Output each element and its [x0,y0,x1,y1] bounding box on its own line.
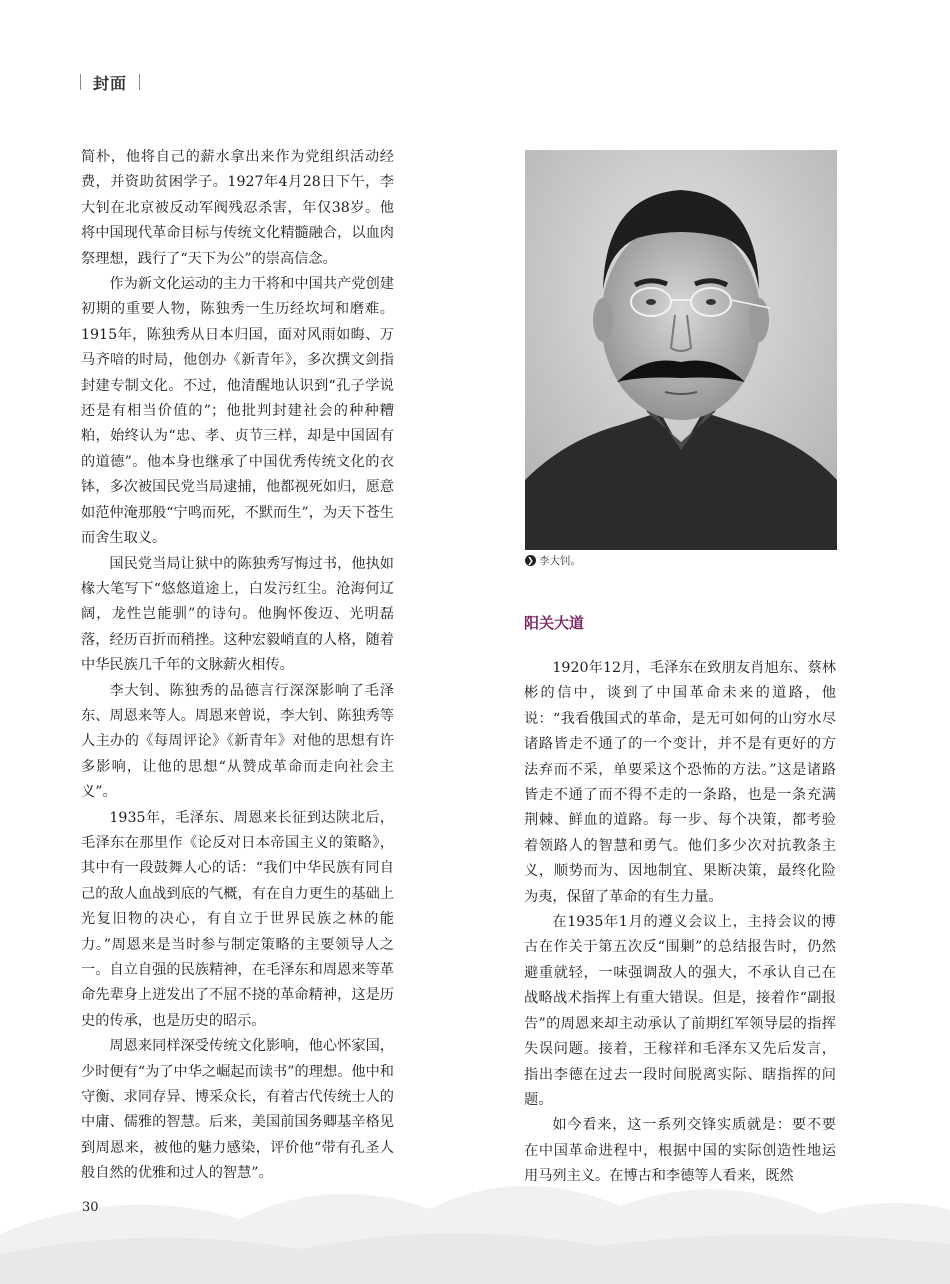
page-number: 30 [82,1200,99,1215]
photo-caption [525,553,581,568]
chevron-right-icon: ❯ [525,555,536,566]
running-header [80,70,140,94]
body-paragraph: 如今看来，这一系列交锋实质就是：要不要在中国革命进程中，根据中国的实际创造性地运用马列主义。在博古和李德等人看来，既然 [524,1117,836,1185]
left-column [81,145,394,1187]
right-column [524,656,836,1190]
body-paragraph: 国民党当局让狱中的陈独秀写悔过书，他执如椽大笔写下“悠悠道途上，白发污红尘。沧海何辽阔，龙性岂能驯”的诗句。他胸怀俊迈、光明磊落，经历百折而稍挫。这种宏毅峭直的人格，随着中华民族几千年的文脉薪火相传。 [81,555,394,674]
body-paragraph: 周恩来同样深受传统文化影响，他心怀家国，少时便有“为了中华之崛起而读书”的理想。他中和守衡、求同存异、博采众长，有着古代传统士人的中庸、儒雅的智慧。后来，美国前国务卿基辛格见到周恩来，被他的魅力感染，评价他“带有孔圣人般自然的优雅和过人的智慧”。 [81,1038,394,1182]
portrait-image [525,150,837,550]
header-divider [80,74,81,90]
body-paragraph: 李大钊、陈独秀的品德言行深深影响了毛泽东、周恩来等人。周恩来曾说，李大钊、陈独秀等人主办的《每周评论》《新青年》对他的思想有许多影响，让他的思想“从赞成革命而走向社会主义”。 [81,682,394,801]
body-paragraph: 1920年12月，毛泽东在致朋友肖旭东、蔡林彬的信中，谈到了中国革命未来的道路，他说：“我看俄国式的革命，是无可如何的山穷水尽诸路皆走不通了的一个变计，并不是有更好的方法弃而不采，单要采这个恐怖的方法。”这是诸路皆走不通了而不得不走的一条路，也是一条充满荆棘、鲜血的道路。每一步、每个决策，都考验着领路人的智慧和勇气。他们多少次对抗教条主义，顺势而为、因地制宜、果断决策，最终化险为夷，保留了革命的有生力量。 [524,660,836,905]
mountain-watermark-decor [0,1114,950,1284]
section-title: 封面 [93,73,128,93]
header-divider [139,74,140,90]
portrait-photo [525,150,837,550]
caption-text: 李大钊。 [539,555,581,567]
body-paragraph: 在1935年1月的遵义会议上，主持会议的博古在作关于第五次反“围剿”的总结报告时，仍然避重就轻，一味强调敌人的强大，不承认自己在战略战术指挥上有重大错误。但是，接着作“副报告”的周恩来却主动承认了前期红军领导层的指挥失误问题。接着，王稼祥和毛泽东又先后发言，指出李德在过去一段时间脱离实际、瞎指挥的问题。 [524,914,836,1108]
body-paragraph: 简朴，他将自己的薪水拿出来作为党组织活动经费，并资助贫困学子。1927年4月28日下午，李大钊在北京被反动军阀残忍杀害，年仅38岁。他将中国现代革命目标与传统文化精髓融合，以血肉祭理想，践行了“天下为公”的崇高信念。 [81,149,394,267]
body-paragraph: 1935年，毛泽东、周恩来长征到达陕北后，毛泽东在那里作《论反对日本帝国主义的策略》，其中有一段鼓舞人心的话：“我们中华民族有同自己的敌人血战到底的气概，有在自力更生的基础上光复旧物的决心，有自立于世界民族之林的能力。”周恩来是当时参与制定策略的主要领导人之一。自立自强的民族精神，在毛泽东和周恩来等革命先辈身上迸发出了不屈不挠的革命精神，这是历史的传承，也是历史的昭示。 [81,809,394,1029]
body-paragraph: 作为新文化运动的主力干将和中国共产党创建初期的重要人物，陈独秀一生历经坎坷和磨难。1915年，陈独秀从日本归国，面对风雨如晦、万马齐喑的时局，他创办《新青年》，多次撰文剑指封建专制文化。不过，他清醒地认识到“孔子学说还是有相当价值的”；他批判封建社会的种种糟粕，始终认为“忠、孝、贞节三样，却是中国固有的道德”。他本身也继承了中国优秀传统文化的衣钵，多次被国民党当局逮捕，他都视死如归，愿意如范仲淹那般“宁鸣而死，不默而生”，为天下苍生而舍生取义。 [81,276,394,547]
section-subhead: 阳关大道 [524,614,585,632]
